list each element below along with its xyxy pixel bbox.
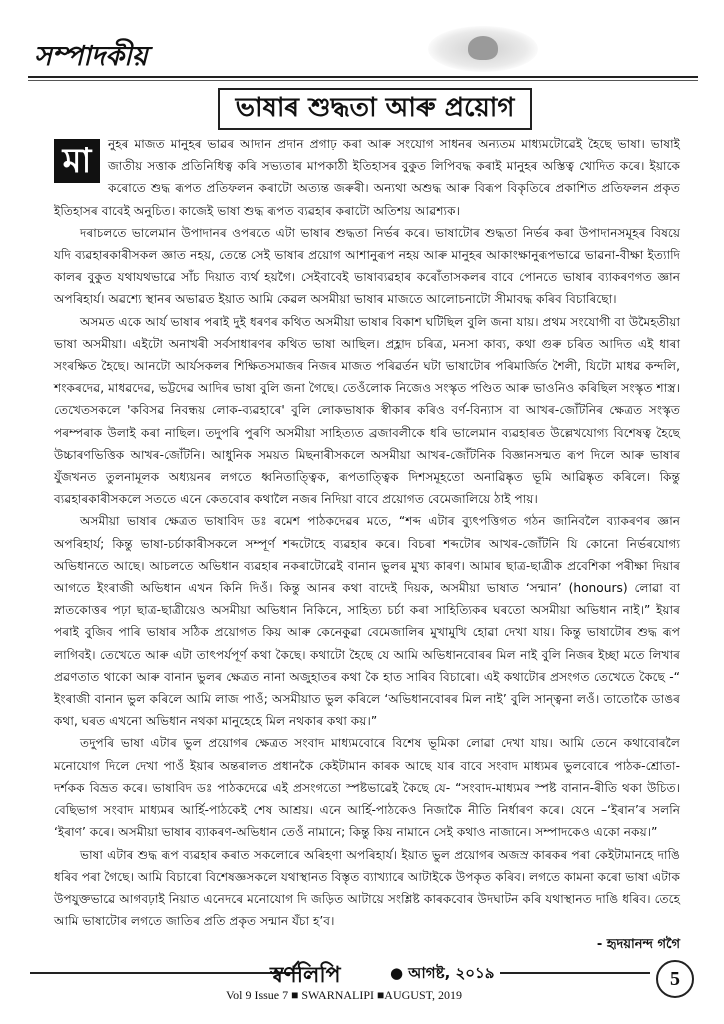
author-signature: - হৃদয়ানন্দ গগৈ xyxy=(596,937,680,953)
article-body xyxy=(54,133,680,957)
footer-issue-line: Vol 9 Issue 7 ■ SWARNALIPI ■AUGUST, 2019 xyxy=(226,988,463,1002)
brand-name: স্বৰ্ণলিপি xyxy=(270,962,341,988)
footer-divider-left xyxy=(30,972,300,974)
paragraph-1: নুহৰ মাজত মানুহৰ ভাৱৰ আদান প্ৰদান প্ৰগাঢ় কৰা আৰু সংযোগ সাধনৰ অন্যতম মাধ্যমটোৱেই হৈছে ভাষা। ভাষাই জাতীয় সত্তাক প্ৰতিনিধিত্ব কৰি সভ্যতাৰ মাপকাঠী ইতিহাসৰ বুকুত লিপিবদ্ধ কৰাই মানুহৰ অস্তিত্ব খোদিত কৰে। ইয়াকে কৰোতে শুদ্ধ ৰূপত প্ৰতিফলন কৰাটো অত্যন্ত জৰুৰী। অন্যথা অশুদ্ধ আৰু বিৰূপ বিকৃতিৰে প্ৰকাশিত প্ৰতিফলন প্ৰকৃত ইতিহাসৰ বাবেই অনুচিত। কাজেই ভাষা শুদ্ধ ৰূপত ব্যৱহাৰ কৰাটো অতিশয় আৱশ্যক। xyxy=(54,137,680,218)
header-divider-thin xyxy=(28,80,698,81)
title-box xyxy=(218,88,532,130)
dropcap: মা xyxy=(54,139,100,183)
page-number: 5 xyxy=(656,960,694,998)
header-divider xyxy=(28,76,698,78)
emblem-figure xyxy=(468,36,498,60)
header-emblem-icon xyxy=(428,26,538,72)
paragraph-6: ভাষা এটাৰ শুদ্ধ ৰূপ ব্যৱহাৰ কৰাত সকলোৰে অৰিহণা অপৰিহাৰ্য। ইয়াত ভুল প্ৰয়োগৰ অজস্ৰ কাৰকৰ পৰা কেইটামানহে দাঙি ধৰিব পৰা গৈছে। আমি বিচাৰো বিশেষজ্ঞসকলে যথাস্থানত বিস্তৃত ব্যাখ্যাৰে আটাইকে উপকৃত কৰিব। লগতে কামনা কৰো ভাষা এটাক উপযুক্তভাৱে আগবঢ়াই নিয়াত এনেদৰে মনোযোগ দি জড়িত আটায়ে সংশ্লিষ্ট কাৰকবোৰ উদঘাটন কৰি যথাস্থানত দাঙি ধৰিব। তেহে আমি ভাষাটোৰ লগতে জাতিৰ প্ৰতি প্ৰকৃত সন্মান যঁচা হ’ব। xyxy=(54,847,680,929)
header xyxy=(28,32,698,80)
footer-divider-right xyxy=(500,972,650,974)
section-label: সম্পাদকীয় xyxy=(34,41,148,72)
paragraph-4: অসমীয়া ভাষাৰ ক্ষেত্ৰত ভাষাবিদ ডঃ ৰমেশ পাঠকদেৱৰ মতে, “শব্দ এটাৰ ব্যুৎপত্তিগত গঠন জানিবলৈ ব্যাকৰণৰ জ্ঞান অপৰিহাৰ্য; কিন্তু ভাষা-চৰ্চাকাৰীসকলে সম্পূৰ্ণ শব্দটোহে ব্যৱহাৰ কৰে। বিচৰা শব্দটোৰ আখৰ-জোঁটনি যি কোনো নিৰ্ভৰযোগ্য অভিধানতে আছে। আচলতে অভিধান ব্যৱহাৰ নকৰাটোৱেই বানান ভুলৰ মুখ্য কাৰণ। আমাৰ ছাত্ৰ-ছাত্ৰীক প্ৰবেশিকা পৰীক্ষা দিয়াৰ আগতে ইংৰাজী অভিধান এখন কিনি দিওঁ। কিন্তু আনৰ কথা বাদেই দিয়ক, অসমীয়া ভাষাত ‘সন্মান’ (honours) লোৱা বা স্নাতকোত্তৰ পঢ়া ছাত্ৰ-ছাত্ৰীয়েও অসমীয়া অভিধান নিকিনে, সাহিত্য চৰ্চা কৰা সাহিত্যিকৰ ঘৰতো অসমীয়া অভিধান নাই।” ইয়াৰ পৰাই বুজিব পাৰি ভাষাৰ সঠিক প্ৰয়োগত কিয় আৰু কেনেকুৱা বেমেজালিৰ মুখামুখি হোৱা দেখা যায়। কিন্তু ভাষাটোৰ শুদ্ধ ৰূপ লাগিবই। তেখেতে আৰু এটা তাৎপৰ্যপূৰ্ণ কথা কৈছে। কথাটো হৈছে যে আমি অভিধানবোৰৰ মিল নাই বুলি নিজৰ ইচ্ছা মতে লিখাৰ প্ৰৱণতাত থাকো আৰু বানান ভুলৰ ক্ষেত্ৰত নানা অজুহাতৰ কথা কৈ হাত সাৰিব বিচাৰো। এই কথাটোৰ প্ৰসংগত তেখেতে কৈছে -“ ইংৰাজী বানান ভুল কৰিলে আমি লাজ পাওঁ; অসমীয়াত ভুল কৰিলে ‘অভিধানবোৰৰ মিল নাই’ বুলি সান্ত্বনা লওঁ। তাতোকৈ ডাঙৰ কথা, ঘৰত এখনো অভিধান নথকা মানুহেহে মিল নথকাৰ কথা কয়।” xyxy=(54,514,680,729)
paragraph-3: অসমত একে আৰ্য ভাষাৰ পৰাই দুই ধৰণৰ কথিত অসমীয়া ভাষাৰ বিকাশ ঘটিছিল বুলি জনা যায়। প্ৰথম সংযোগী বা উমৈহতীয়া ভাষা অসমীয়া। এইটো অনাখৰী সৰ্বসাধাৰণৰ কথিত ভাষা আছিল। প্ৰহ্লাদ চৰিত্ৰ, মনসা কাব্য, কথা গুৰু চৰিত আদিত এই ধাৰা সংৰক্ষিত হৈছে। আনটো আৰ্যসকলৰ শিক্ষিতসমাজৰ নিজৰ মাজত পৰিৱৰ্তন ঘটা ভাষাটোৰ পৰিমাৰ্জিত শৈলী, যিটো মাধৱ কন্দলি, শংকৰদেৱ, মাধৱদেৱ, ভট্টদেৱ আদিৰ ভাষা বুলি জনা গৈছে। তেওঁলোক নিজেও সংস্কৃত পণ্ডিত আৰু ভাওনিও কৰিছিল সংস্কৃত শাস্ত্ৰ। তেখেতসকলে 'কবিসৱ নিবন্ধয় লোক-ব্যৱহাৰে' বুলি লোকভাষাক স্বীকাৰ কৰিও বৰ্ণ-বিন্যাস বা আখৰ-জোঁটনিৰ ক্ষেত্ৰত সংস্কৃত পৰম্পৰাক উলাই কৰা নাছিল। তদুপৰি পুৰণি অসমীয়া সাহিত্যত ব্ৰজাবলীকে ধৰি ভালেমান ব্যৱহাৰত উল্লেখযোগ্য বিশেষত্ব হৈছে উচ্চাৰণভিত্তিক আখৰ-জোঁটনি। আধুনিক সময়ত মিছনাৰীসকলে অসমীয়া আখৰ-জোঁটনিক বিজ্ঞানসন্মত ৰূপ দিলে আৰু ভাষাৰ যুঁজখনত তুলনামূলক অধ্যয়নৰ লগতে ধ্বনিতাত্ত্বিক, ৰূপতাত্ত্বিক দিশসমূহতো অনাৱিষ্কৃত ভূমি আৱিষ্কৃত কৰিলে। কিন্তু ব্যৱহাৰকাৰীসকলে সততে এনে কেতবোৰ কথালৈ নজৰ নিদিয়া বাবে প্ৰয়োগত বেমেজালিয়ে ঠাই পায়। xyxy=(54,314,680,507)
footer xyxy=(30,958,694,1008)
paragraph-5: তদুপৰি ভাষা এটাৰ ভুল প্ৰয়োগৰ ক্ষেত্ৰত সংবাদ মাধ্যমবোৰে বিশেষ ভূমিকা লোৱা দেখা যায়। আমি তেনে কথাবোৰলৈ মনোযোগ দিলে দেখা পাওঁ ইয়াৰ অন্তৰালত প্ৰধানকৈ কেইটামান কাৰক আছে যাৰ বাবে সংবাদ মাধ্যমৰ ভুলবোৰে পাঠক-শ্ৰোতা-দৰ্শকক বিভ্ৰত কৰে। ভাষাবিদ ডঃ পাঠকদেৱে এই প্ৰসংগতো স্পষ্টভাৱেই কৈছে যে- “সংবাদ-মাধ্যমৰ স্পষ্ট বানান-ৰীতি থকা উচিত। বেছিভাগ সংবাদ মাধ্যমৰ আৰ্হি-পাঠকেই শেষ আশ্ৰয়। এনে আৰ্হি-পাঠকেও নিজাকৈ নীতি নিৰ্ধাৰণ কৰে। যেনে –‘ইৰান’ৰ সলনি ‘ইৰাণ’ কৰে। অসমীয়া ভাষাৰ ব্যাকৰণ-অভিধান তেওঁ নামানে; কিন্তু কিয় নামানে সেই কথাও নাজানে। সম্পাদকেও একো নকয়।” xyxy=(54,736,680,840)
issue-date: ● আগষ্ট, ২০১৯ xyxy=(390,964,495,982)
paragraph-2: দৰাচলতে ভালেমান উপাদানৰ ওপৰতে এটা ভাষাৰ শুদ্ধতা নিৰ্ভৰ কৰে। ভাষাটোৰ শুদ্ধতা নিৰ্ভৰ কৰা উপাদানসমূহৰ বিষয়ে যদি ব্যৱহাৰকাৰীসকল জ্ঞাত নহয়, তেন্তে সেই ভাষাৰ প্ৰয়োগ আশানুৰূপ নহয় আৰু মানুহৰ আকাংক্ষানুৰূপভাৱে ভাৱনা-বীক্ষা ইত্যাদি কালৰ বুকুত যথাযথভাৱে সাঁচ দিয়াত ব্যৰ্থ হয়গৈ। সেইবাবেই ভাষাব্যৱহাৰ কৰোঁতাসকলৰ বাবে পোনতে ভাষাৰ ব্যাকৰণগত জ্ঞান অপৰিহাৰ্য। অৱশ্যে স্থানৰ অভাৱত ইয়াত আমি কেৱল অসমীয়া ভাষাৰ মাজতে আলোচনাটো সীমাবদ্ধ কৰিব বিচাৰিছো। xyxy=(54,225,680,307)
page-title: ভাষাৰ শুদ্ধতা আৰু প্ৰয়োগ xyxy=(235,93,515,123)
